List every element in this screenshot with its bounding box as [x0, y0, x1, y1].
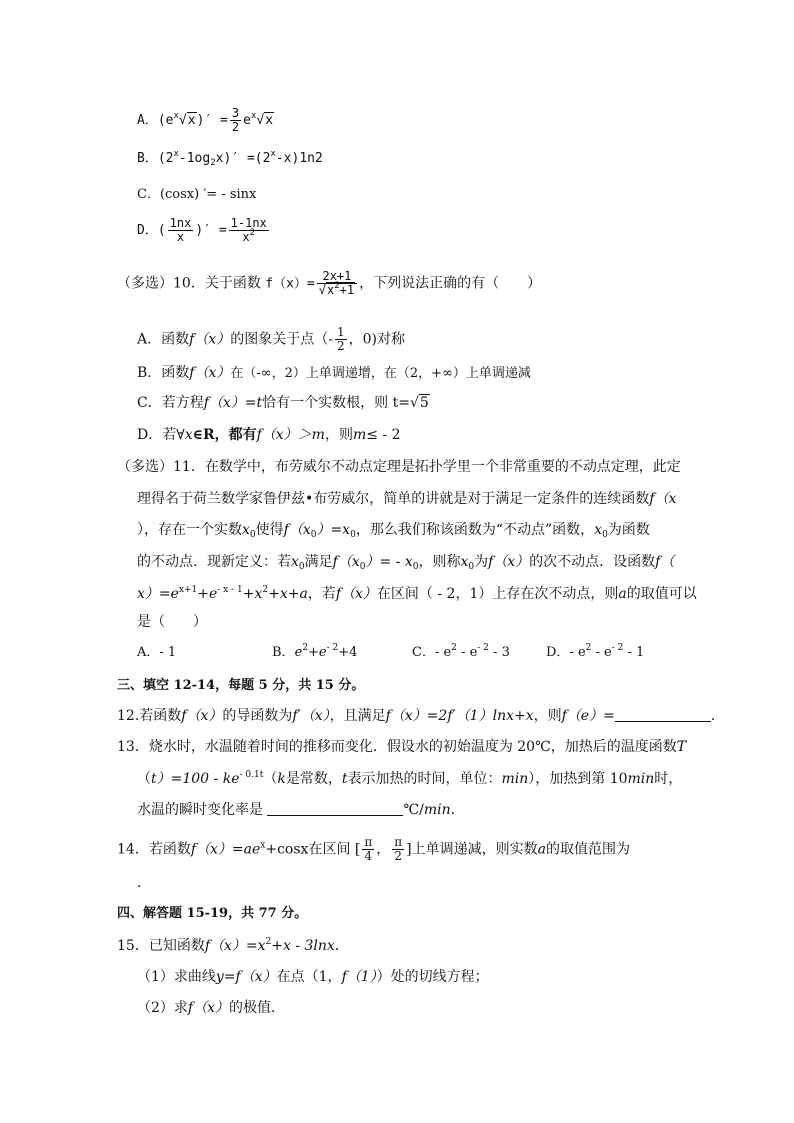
q13-line-3: 水温的瞬时变化率是 ℃/min．	[137, 802, 465, 818]
q13-line-2: $(t)=100 - ke^{- 0.1t}(k$是常数，t表示加热的时间，单位：min），加热到第 10min时，	[137, 770, 683, 787]
q10-option-a: A．函数f（x）的图象关于点（- $\frac{1}{2}$ ，0)对称	[137, 325, 405, 353]
section-3-heading: 三、填空 12-14，每题 5 分，共 15 分。	[117, 678, 365, 693]
q15-part-2: （2）求f（x）的极值．	[137, 1000, 285, 1016]
fraction: $\frac{1}{2}$	[336, 325, 345, 353]
q14: 14．若函数$f(x)=ae^x+\cos x$在区间 [ $\frac{\pi}{4}$ ， $\frac{\pi}{2}$ ]上单调递减，则实数a的取值范围为	[117, 835, 630, 863]
q11-line-3: ），存在一个实数$x_0$使得$f(x_0)=x_0$，那么我们称该函数为“不动点”函数，$x_0$为函数	[137, 522, 650, 540]
answer-blank	[267, 801, 403, 816]
q9-option-d: D．( $\frac{1nx}{x}$ )′ = $\frac{1-1nx}{x^2}$	[137, 216, 267, 244]
q10-option-d: D．若∀x∈R，都有f（x）＞m，则m≤ - 2	[137, 427, 401, 443]
q11-line-2: 理得名于荷兰数学家鲁伊兹•布劳威尔，简单的讲就是对于满足一定条件的连续函数f（x	[137, 491, 677, 507]
q11-option-a: A．- 1	[137, 645, 177, 660]
fraction: $\frac{\pi}{4}$	[364, 835, 373, 863]
section-4-heading: 四、解答题 15-19，共 77 分。	[117, 906, 308, 921]
fraction: $\frac{3}{2}$	[231, 106, 240, 134]
q10-option-b: B．函数f（x）在（-∞，2）上单调递增，在（2，+∞）上单调递减	[137, 365, 531, 381]
fraction: $\frac{\pi}{2}$	[394, 835, 403, 863]
q10-option-c: C．若方程f（x）=t恰有一个实数根，则 t=√5	[137, 395, 429, 411]
q11-option-d: D．- $e^2 - e^{- 2} - 1$	[546, 643, 645, 660]
q13-line-1: 13．烧水时，水温随着时间的推移而变化．假设水的初始温度为 20℃，加热后的温度函数T	[117, 739, 687, 755]
answer-blank	[615, 707, 711, 722]
q11-line-1: （多选）11．在数学中，布劳威尔不动点定理是拓扑学里一个非常重要的不动点定理，此定	[117, 459, 681, 475]
q12: 12.若函数f（x）的导函数为f′（x），且满足f（x）=2f′（1）lnx+x，则f（e）= ．	[117, 708, 725, 724]
fraction: $\frac{1-1nx}{x^2}$	[230, 216, 267, 244]
q14-blank-line: ．	[137, 875, 151, 891]
q9-option-c: C．(cosx) ′= - sinx	[137, 187, 257, 202]
q11-option-c: C．- $e^2 - e^{- 2} - 3$	[412, 643, 510, 660]
q11-line-5: $x)=e^{x+1}+e^{- x - 1}+x^2+x+a$，若f（x）在区间（ - 2，1）上存在次不动点，则a的取值可以	[137, 585, 697, 602]
q10-stem: （多选）10．关于函数 f（x）= $\frac{2x+1}{√x^2+1}$ ，下列说法正确的有（ ）	[117, 269, 542, 297]
q15-part-1: （1）求曲线y=f（x）在点（1，f（1））处的切线方程；	[137, 969, 489, 985]
q11-line-4: 的不动点．现新定义：若$x_0$满足$f(x_0)= - x_0$，则称$x_0$为f（x）的次不动点．设函数f（	[137, 554, 675, 572]
q15-stem: 15．已知函数$f(x)=x^2+x - 3\ln x$．	[117, 937, 349, 954]
q11-option-b: B．$e^2+e^{- 2}+4$	[272, 643, 358, 660]
q9-option-b: B．$(2^x-1og_2x)' =(2^x-x)1n2$	[137, 149, 323, 168]
q11-line-6: 是（ ）	[137, 614, 207, 630]
fraction: $\frac{2x+1}{√x^2+1}$	[317, 270, 357, 297]
fraction: $\frac{1nx}{x}$	[169, 216, 192, 244]
q9-option-a: A．$(e^x√x)'$ = $\frac{3}{2}$ $e^x√x$	[137, 106, 274, 134]
